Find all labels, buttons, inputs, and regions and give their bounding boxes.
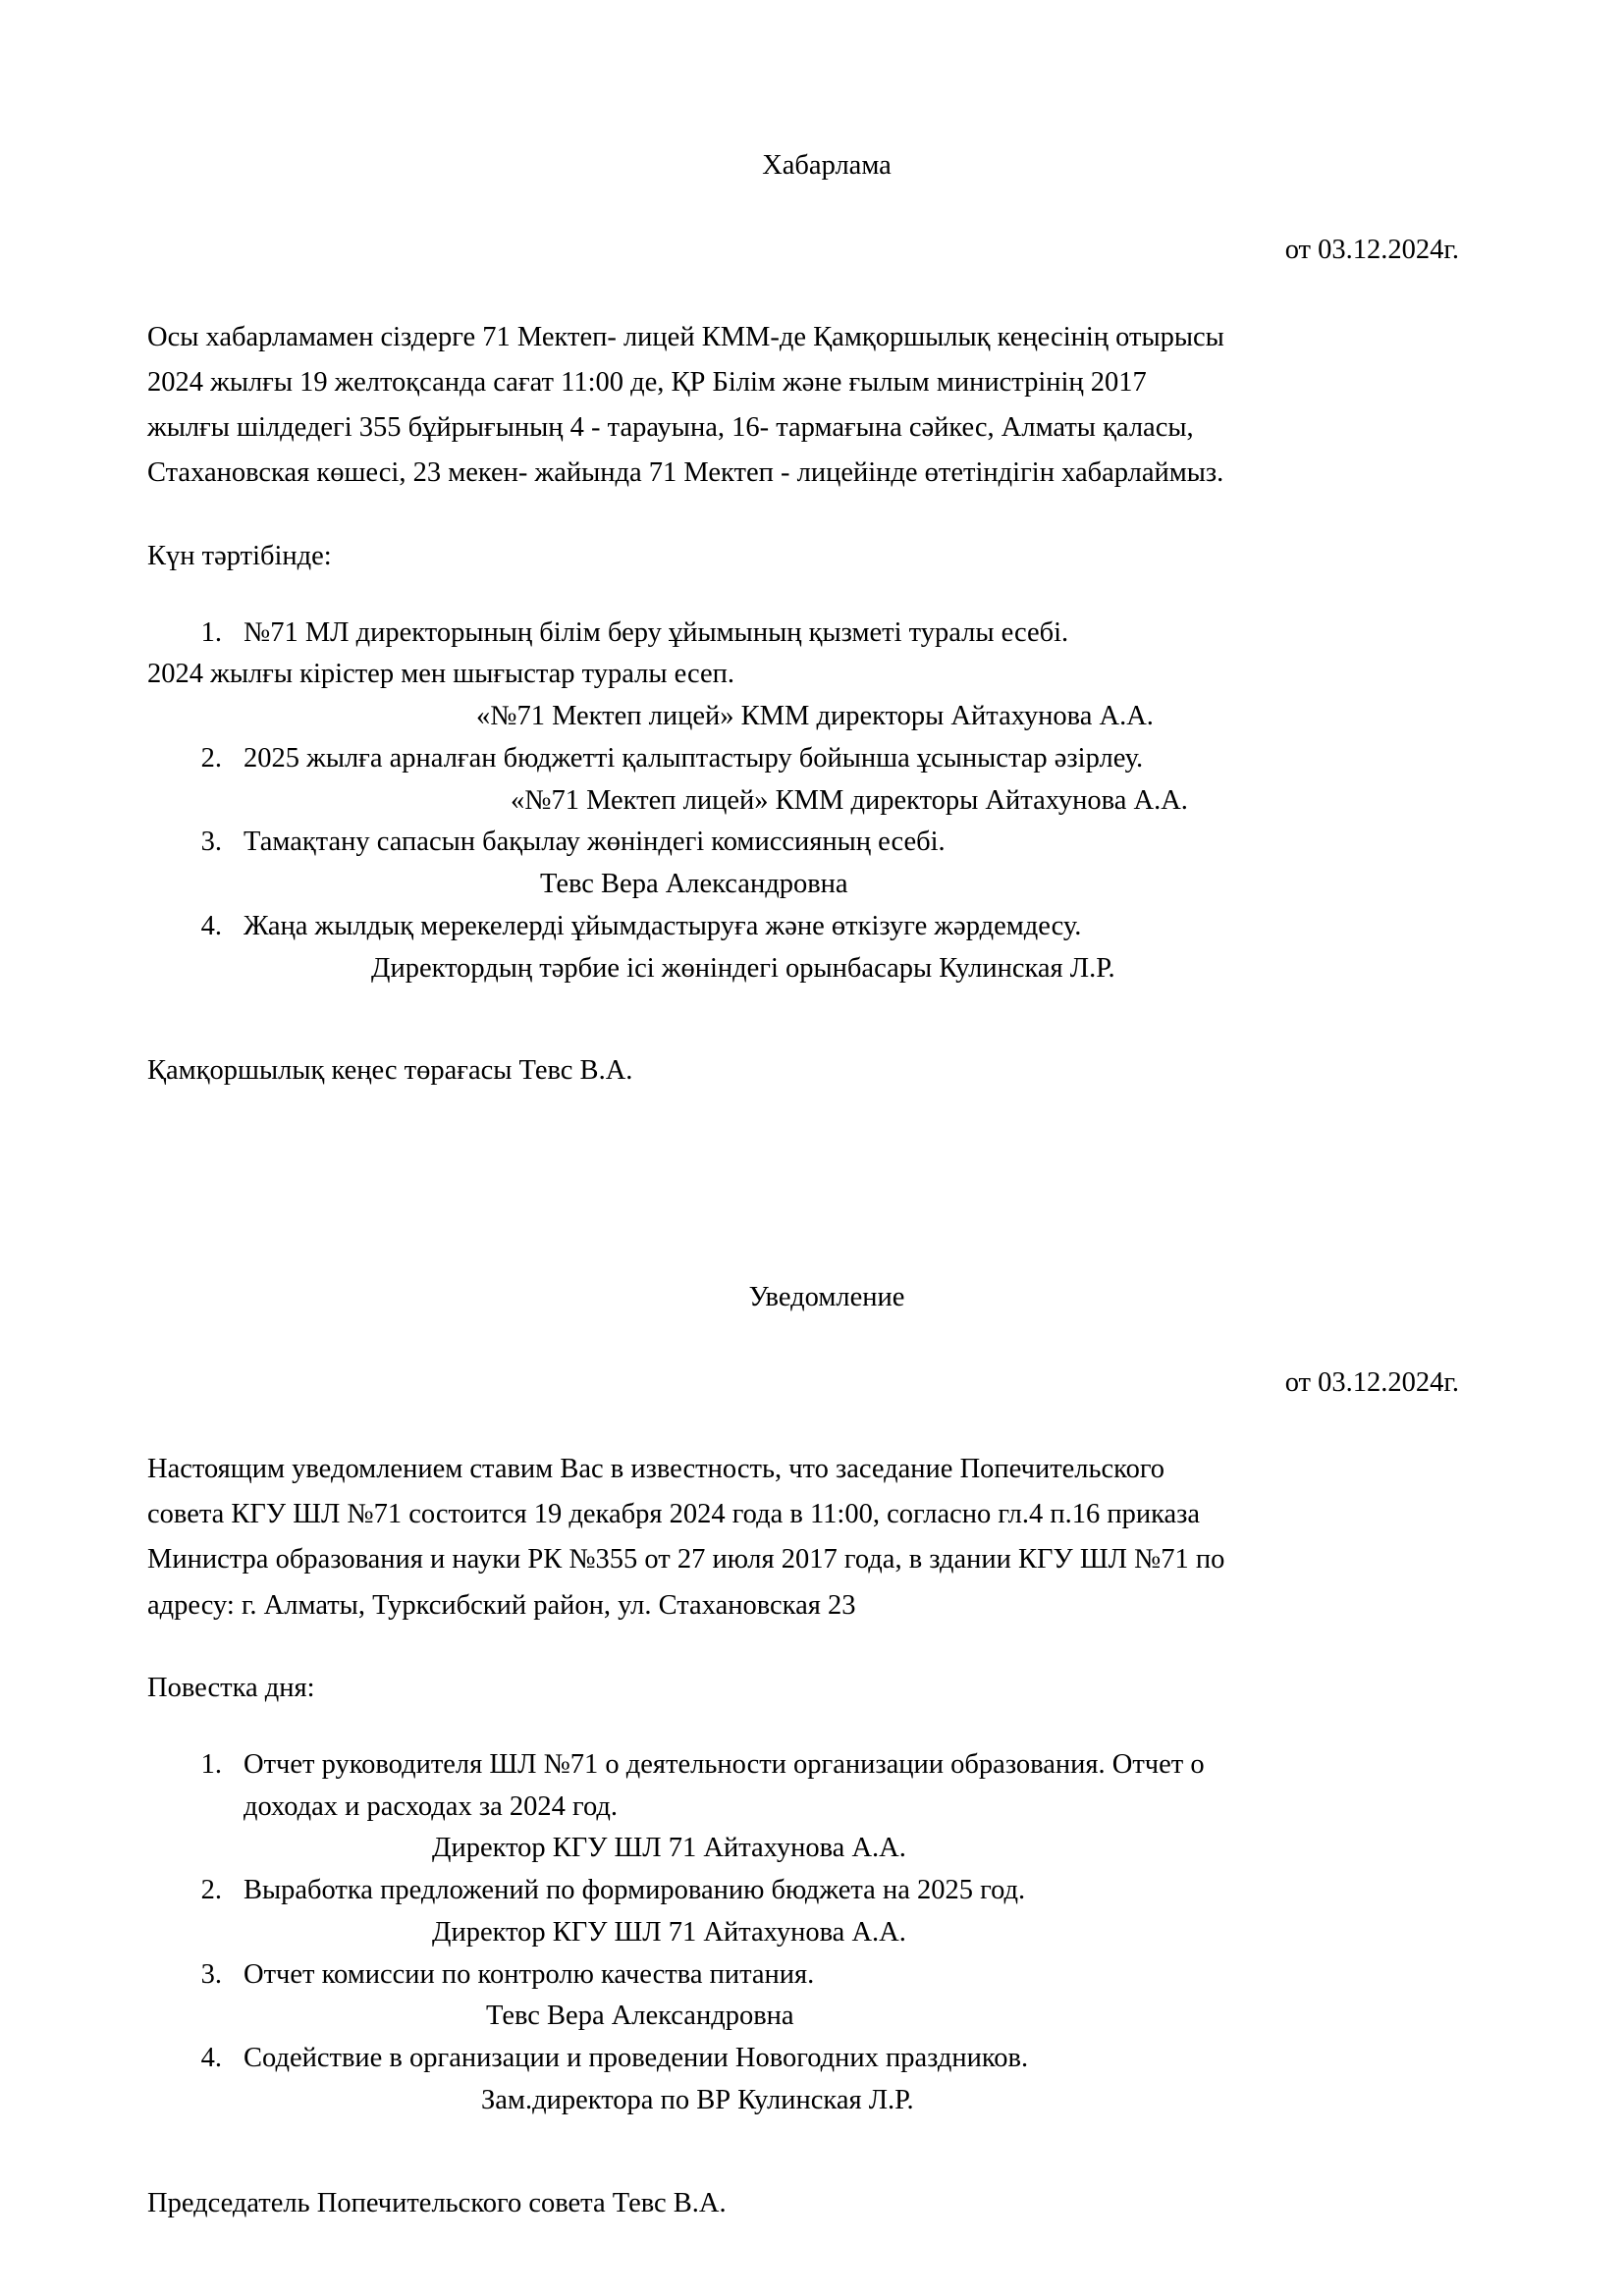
kazakh-agenda-item-2-credit: «№71 Мектеп лицей» КММ директоры Айтахунова А.А. [511,784,1188,816]
russian-agenda-item-3-text: Отчет комиссии по контролю качества питания. [244,1958,815,1990]
russian-notice-section [147,1279,1477,2224]
russian-agenda-item-3-number: 3. [200,1958,222,1990]
russian-agenda-label: Повестка дня: [147,1672,315,1703]
russian-intro-line-4: адресу: г. Алматы, Турксибский район, ул. Стахановская 23 [147,1589,856,1621]
russian-intro-line-3: Министра образования и науки РК №355 от 27 июля 2017 года, в здании КГУ ШЛ №71 по [147,1544,1225,1575]
russian-agenda-item-4-number: 4. [200,2043,222,2074]
section-divider-space [147,1093,1477,1279]
kazakh-notice-section [147,147,1477,1093]
kazakh-agenda-item-3-text: Тамақтану сапасын бақылау жөніндегі комиссияның есебі. [244,827,946,858]
russian-document-date: от 03.12.2024г. [1284,1366,1459,1398]
kazakh-intro-line-1: Осы хабарламамен сіздерге 71 Мектеп- лицей КММ-де Қамқоршылық кеңесінің отырысы [147,321,1224,352]
kazakh-intro-line-3: жылғы шілдедегі 355 бұйрығының 4 - тарауына, 16- тармағына сәйкес, Алматы қаласы, [147,412,1194,444]
kazakh-agenda-item-1 [147,613,1477,738]
russian-agenda-item-3-credit: Тевс Вера Александровна [486,2001,794,2032]
kazakh-agenda-item-3-number: 3. [200,827,222,858]
russian-agenda-item-1-number: 1. [200,1748,222,1780]
kazakh-agenda-item-3-credit: Тевс Вера Александровна [540,869,848,900]
russian-agenda-item-2-credit: Директор КГУ ШЛ 71 Айтахунова А.А. [432,1916,906,1948]
kazakh-agenda-item-4-text: Жаңа жылдық мерекелерді ұйымдастыруға және өткізуге жәрдемдесу. [244,910,1082,941]
russian-agenda-item-4-credit: Зам.директора по ВР Кулинская Л.Р. [481,2084,914,2115]
russian-document-title: Уведомление [748,1282,905,1313]
kazakh-agenda-item-1-continuation: 2024 жылғы кірістер мен шығыстар туралы есеп. [147,659,735,690]
russian-agenda-item-2-text: Выработка предложений по формированию бюджета на 2025 год. [244,1875,1026,1906]
kazakh-document-title: Хабарлама [762,150,892,181]
kazakh-agenda-item-4 [147,906,1477,990]
russian-signature-line: Председатель Попечительского совета Тевс В.А. [147,2187,727,2218]
kazakh-agenda-item-2-text: 2025 жылға арналған бюджетті қалыптастыру бойынша ұсыныстар әзірлеу. [244,742,1144,774]
kazakh-intro-line-2: 2024 жылғы 19 желтоқсанда сағат 11:00 де, ҚР Білім және ғылым министрінің 2017 [147,367,1147,399]
russian-agenda-item-1-text: Отчет руководителя ШЛ №71 о деятельности организации образования. Отчет о [244,1748,1205,1780]
russian-agenda-list [147,1744,1477,2122]
russian-agenda-item-4-text: Содействие в организации и проведении Новогодних праздников. [244,2043,1029,2074]
russian-agenda-item-1-text-block [244,1744,1477,1829]
russian-agenda-item-1-continuation: доходах и расходах за 2024 год. [244,1790,619,1822]
kazakh-intro-line-4: Стахановская көшесі, 23 мекен- жайында 71 Мектеп - лицейінде өтетіндігін хабарлаймыз. [147,457,1224,489]
russian-agenda-item-1 [147,1744,1477,1870]
kazakh-intro-paragraph [147,315,1477,497]
kazakh-signature-line: Қамқоршылық кеңес төрағасы Тевс В.А. [147,1055,633,1087]
russian-agenda-item-1-credit: Директор КГУ ШЛ 71 Айтахунова А.А. [432,1833,906,1864]
russian-intro-line-2: совета КГУ ШЛ №71 состоится 19 декабря 2024 года в 11:00, согласно гл.4 п.16 приказа [147,1499,1201,1530]
kazakh-agenda-item-2 [147,738,1477,823]
kazakh-agenda-label: Күн тәртібінде: [147,540,332,571]
russian-agenda-item-2-number: 2. [200,1875,222,1906]
kazakh-document-date: от 03.12.2024г. [1284,235,1459,266]
kazakh-agenda-item-4-number: 4. [200,910,222,941]
russian-agenda-item-2 [147,1870,1477,1954]
kazakh-agenda-list [147,613,1477,990]
kazakh-agenda-item-1-text: №71 МЛ директорының білім беру ұйымының қызметі туралы есебі. [244,616,1069,648]
kazakh-agenda-item-4-credit: Директордың тәрбие ісі жөніндегі орынбасары Кулинская Л.Р. [371,952,1115,984]
kazakh-agenda-item-1-number: 1. [200,616,222,648]
russian-agenda-item-3 [147,1954,1477,2039]
kazakh-agenda-item-2-number: 2. [200,742,222,774]
russian-intro-paragraph [147,1447,1477,1629]
kazakh-agenda-item-3 [147,822,1477,906]
kazakh-agenda-item-1-credit: «№71 Мектеп лицей» КММ директоры Айтахунова А.А. [476,701,1154,732]
russian-agenda-item-4 [147,2038,1477,2122]
russian-intro-line-1: Настоящим уведомлением ставим Вас в известность, что заседание Попечительского [147,1454,1165,1485]
